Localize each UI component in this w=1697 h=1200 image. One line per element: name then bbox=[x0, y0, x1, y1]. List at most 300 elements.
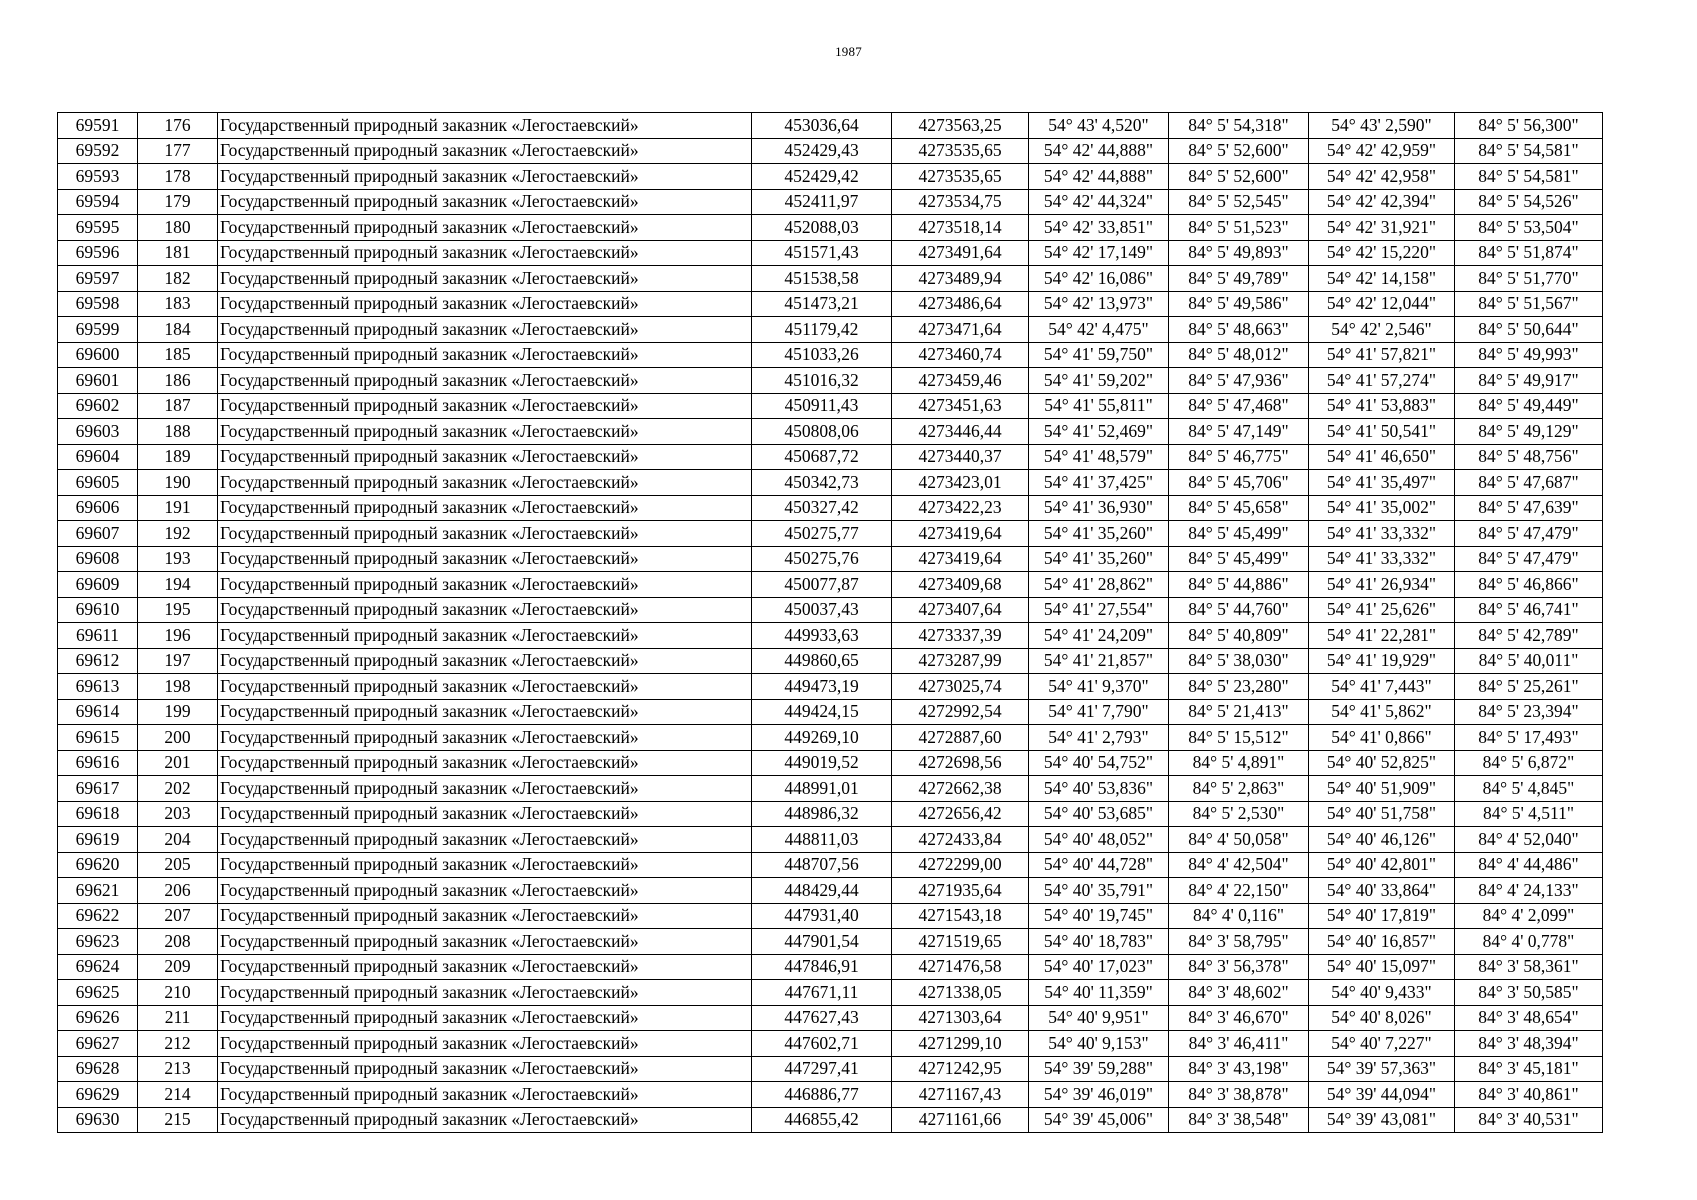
y-coordinate-cell: 4271161,66 bbox=[892, 1107, 1029, 1133]
y-coordinate-cell: 4273460,74 bbox=[892, 342, 1029, 368]
point-number-cell: 188 bbox=[138, 419, 218, 445]
y-coordinate-cell: 4273423,01 bbox=[892, 470, 1029, 496]
y-coordinate-cell: 4273419,64 bbox=[892, 546, 1029, 572]
x-coordinate-cell: 449424,15 bbox=[752, 699, 892, 725]
longitude-1-cell: 84° 5' 45,658" bbox=[1169, 495, 1309, 521]
zone-name-cell: Государственный природный заказник «Легостаевский» bbox=[218, 699, 752, 725]
x-coordinate-cell: 447846,91 bbox=[752, 954, 892, 980]
latitude-1-cell: 54° 40' 9,153" bbox=[1029, 1031, 1169, 1057]
x-coordinate-cell: 451571,43 bbox=[752, 240, 892, 266]
y-coordinate-cell: 4273535,65 bbox=[892, 138, 1029, 164]
longitude-1-cell: 84° 3' 56,378" bbox=[1169, 954, 1309, 980]
x-coordinate-cell: 449473,19 bbox=[752, 674, 892, 700]
longitude-1-cell: 84° 3' 48,602" bbox=[1169, 980, 1309, 1006]
point-number-cell: 178 bbox=[138, 164, 218, 190]
record-number-cell: 69619 bbox=[58, 827, 138, 853]
zone-name-cell: Государственный природный заказник «Легостаевский» bbox=[218, 1031, 752, 1057]
zone-name-cell: Государственный природный заказник «Легостаевский» bbox=[218, 725, 752, 751]
longitude-2-cell: 84° 3' 48,394" bbox=[1455, 1031, 1603, 1057]
x-coordinate-cell: 452429,43 bbox=[752, 138, 892, 164]
record-number-cell: 69606 bbox=[58, 495, 138, 521]
longitude-1-cell: 84° 4' 50,058" bbox=[1169, 827, 1309, 853]
longitude-1-cell: 84° 5' 40,809" bbox=[1169, 623, 1309, 649]
latitude-1-cell: 54° 42' 4,475" bbox=[1029, 317, 1169, 343]
point-number-cell: 191 bbox=[138, 495, 218, 521]
y-coordinate-cell: 4272656,42 bbox=[892, 801, 1029, 827]
longitude-2-cell: 84° 3' 48,654" bbox=[1455, 1005, 1603, 1031]
longitude-2-cell: 84° 5' 23,394" bbox=[1455, 699, 1603, 725]
record-number-cell: 69625 bbox=[58, 980, 138, 1006]
latitude-2-cell: 54° 40' 51,758" bbox=[1309, 801, 1455, 827]
longitude-2-cell: 84° 5' 47,479" bbox=[1455, 546, 1603, 572]
longitude-1-cell: 84° 5' 48,012" bbox=[1169, 342, 1309, 368]
latitude-2-cell: 54° 41' 50,541" bbox=[1309, 419, 1455, 445]
zone-name-cell: Государственный природный заказник «Легостаевский» bbox=[218, 291, 752, 317]
table-row bbox=[58, 597, 1603, 623]
longitude-1-cell: 84° 5' 54,318" bbox=[1169, 113, 1309, 139]
latitude-1-cell: 54° 40' 18,783" bbox=[1029, 929, 1169, 955]
record-number-cell: 69623 bbox=[58, 929, 138, 955]
longitude-2-cell: 84° 4' 24,133" bbox=[1455, 878, 1603, 904]
x-coordinate-cell: 449933,63 bbox=[752, 623, 892, 649]
record-number-cell: 69591 bbox=[58, 113, 138, 139]
longitude-1-cell: 84° 3' 46,411" bbox=[1169, 1031, 1309, 1057]
x-coordinate-cell: 447901,54 bbox=[752, 929, 892, 955]
latitude-2-cell: 54° 40' 16,857" bbox=[1309, 929, 1455, 955]
latitude-2-cell: 54° 40' 33,864" bbox=[1309, 878, 1455, 904]
longitude-2-cell: 84° 3' 50,585" bbox=[1455, 980, 1603, 1006]
longitude-1-cell: 84° 5' 46,775" bbox=[1169, 444, 1309, 470]
longitude-2-cell: 84° 4' 52,040" bbox=[1455, 827, 1603, 853]
zone-name-cell: Государственный природный заказник «Легостаевский» bbox=[218, 164, 752, 190]
latitude-1-cell: 54° 42' 44,324" bbox=[1029, 189, 1169, 215]
longitude-1-cell: 84° 5' 48,663" bbox=[1169, 317, 1309, 343]
record-number-cell: 69612 bbox=[58, 648, 138, 674]
record-number-cell: 69607 bbox=[58, 521, 138, 547]
longitude-2-cell: 84° 5' 49,129" bbox=[1455, 419, 1603, 445]
table-row bbox=[58, 393, 1603, 419]
x-coordinate-cell: 451473,21 bbox=[752, 291, 892, 317]
record-number-cell: 69592 bbox=[58, 138, 138, 164]
longitude-2-cell: 84° 5' 49,449" bbox=[1455, 393, 1603, 419]
latitude-1-cell: 54° 41' 52,469" bbox=[1029, 419, 1169, 445]
latitude-1-cell: 54° 41' 59,202" bbox=[1029, 368, 1169, 394]
x-coordinate-cell: 452088,03 bbox=[752, 215, 892, 241]
point-number-cell: 184 bbox=[138, 317, 218, 343]
zone-name-cell: Государственный природный заказник «Легостаевский» bbox=[218, 444, 752, 470]
zone-name-cell: Государственный природный заказник «Легостаевский» bbox=[218, 572, 752, 598]
point-number-cell: 193 bbox=[138, 546, 218, 572]
table-row bbox=[58, 1056, 1603, 1082]
y-coordinate-cell: 4273471,64 bbox=[892, 317, 1029, 343]
y-coordinate-cell: 4273446,44 bbox=[892, 419, 1029, 445]
x-coordinate-cell: 450342,73 bbox=[752, 470, 892, 496]
record-number-cell: 69622 bbox=[58, 903, 138, 929]
table-row bbox=[58, 470, 1603, 496]
y-coordinate-cell: 4273409,68 bbox=[892, 572, 1029, 598]
latitude-2-cell: 54° 41' 7,443" bbox=[1309, 674, 1455, 700]
y-coordinate-cell: 4273563,25 bbox=[892, 113, 1029, 139]
zone-name-cell: Государственный природный заказник «Легостаевский» bbox=[218, 750, 752, 776]
table-row bbox=[58, 878, 1603, 904]
longitude-1-cell: 84° 5' 52,545" bbox=[1169, 189, 1309, 215]
table-row bbox=[58, 572, 1603, 598]
record-number-cell: 69595 bbox=[58, 215, 138, 241]
longitude-2-cell: 84° 3' 58,361" bbox=[1455, 954, 1603, 980]
longitude-1-cell: 84° 5' 52,600" bbox=[1169, 138, 1309, 164]
longitude-2-cell: 84° 3' 40,531" bbox=[1455, 1107, 1603, 1133]
zone-name-cell: Государственный природный заказник «Легостаевский» bbox=[218, 648, 752, 674]
latitude-1-cell: 54° 41' 48,579" bbox=[1029, 444, 1169, 470]
point-number-cell: 212 bbox=[138, 1031, 218, 1057]
longitude-2-cell: 84° 5' 47,639" bbox=[1455, 495, 1603, 521]
latitude-1-cell: 54° 41' 28,862" bbox=[1029, 572, 1169, 598]
table-row bbox=[58, 164, 1603, 190]
x-coordinate-cell: 453036,64 bbox=[752, 113, 892, 139]
zone-name-cell: Государственный природный заказник «Легостаевский» bbox=[218, 852, 752, 878]
record-number-cell: 69604 bbox=[58, 444, 138, 470]
y-coordinate-cell: 4273419,64 bbox=[892, 521, 1029, 547]
point-number-cell: 200 bbox=[138, 725, 218, 751]
x-coordinate-cell: 449019,52 bbox=[752, 750, 892, 776]
longitude-1-cell: 84° 5' 49,586" bbox=[1169, 291, 1309, 317]
latitude-2-cell: 54° 42' 2,546" bbox=[1309, 317, 1455, 343]
zone-name-cell: Государственный природный заказник «Легостаевский» bbox=[218, 470, 752, 496]
record-number-cell: 69614 bbox=[58, 699, 138, 725]
zone-name-cell: Государственный природный заказник «Легостаевский» bbox=[218, 521, 752, 547]
y-coordinate-cell: 4271338,05 bbox=[892, 980, 1029, 1006]
latitude-1-cell: 54° 39' 45,006" bbox=[1029, 1107, 1169, 1133]
point-number-cell: 197 bbox=[138, 648, 218, 674]
y-coordinate-cell: 4272433,84 bbox=[892, 827, 1029, 853]
latitude-1-cell: 54° 42' 13,973" bbox=[1029, 291, 1169, 317]
longitude-1-cell: 84° 5' 2,530" bbox=[1169, 801, 1309, 827]
latitude-2-cell: 54° 41' 25,626" bbox=[1309, 597, 1455, 623]
latitude-2-cell: 54° 40' 8,026" bbox=[1309, 1005, 1455, 1031]
record-number-cell: 69600 bbox=[58, 342, 138, 368]
latitude-1-cell: 54° 41' 36,930" bbox=[1029, 495, 1169, 521]
point-number-cell: 190 bbox=[138, 470, 218, 496]
longitude-1-cell: 84° 5' 52,600" bbox=[1169, 164, 1309, 190]
y-coordinate-cell: 4273534,75 bbox=[892, 189, 1029, 215]
latitude-2-cell: 54° 41' 22,281" bbox=[1309, 623, 1455, 649]
latitude-2-cell: 54° 41' 26,934" bbox=[1309, 572, 1455, 598]
latitude-1-cell: 54° 41' 37,425" bbox=[1029, 470, 1169, 496]
record-number-cell: 69608 bbox=[58, 546, 138, 572]
latitude-2-cell: 54° 41' 33,332" bbox=[1309, 521, 1455, 547]
x-coordinate-cell: 450911,43 bbox=[752, 393, 892, 419]
zone-name-cell: Государственный природный заказник «Легостаевский» bbox=[218, 546, 752, 572]
y-coordinate-cell: 4271303,64 bbox=[892, 1005, 1029, 1031]
y-coordinate-cell: 4271543,18 bbox=[892, 903, 1029, 929]
latitude-1-cell: 54° 39' 59,288" bbox=[1029, 1056, 1169, 1082]
x-coordinate-cell: 450327,42 bbox=[752, 495, 892, 521]
x-coordinate-cell: 450808,06 bbox=[752, 419, 892, 445]
longitude-1-cell: 84° 5' 45,499" bbox=[1169, 521, 1309, 547]
longitude-1-cell: 84° 5' 49,893" bbox=[1169, 240, 1309, 266]
longitude-2-cell: 84° 5' 54,581" bbox=[1455, 164, 1603, 190]
point-number-cell: 215 bbox=[138, 1107, 218, 1133]
y-coordinate-cell: 4271242,95 bbox=[892, 1056, 1029, 1082]
table-row bbox=[58, 980, 1603, 1006]
x-coordinate-cell: 450687,72 bbox=[752, 444, 892, 470]
table-row bbox=[58, 240, 1603, 266]
record-number-cell: 69596 bbox=[58, 240, 138, 266]
record-number-cell: 69626 bbox=[58, 1005, 138, 1031]
y-coordinate-cell: 4273459,46 bbox=[892, 368, 1029, 394]
latitude-2-cell: 54° 43' 2,590" bbox=[1309, 113, 1455, 139]
y-coordinate-cell: 4273407,64 bbox=[892, 597, 1029, 623]
latitude-1-cell: 54° 41' 9,370" bbox=[1029, 674, 1169, 700]
record-number-cell: 69617 bbox=[58, 776, 138, 802]
longitude-2-cell: 84° 5' 46,741" bbox=[1455, 597, 1603, 623]
y-coordinate-cell: 4273535,65 bbox=[892, 164, 1029, 190]
longitude-1-cell: 84° 5' 47,468" bbox=[1169, 393, 1309, 419]
x-coordinate-cell: 447297,41 bbox=[752, 1056, 892, 1082]
longitude-1-cell: 84° 5' 47,149" bbox=[1169, 419, 1309, 445]
record-number-cell: 69613 bbox=[58, 674, 138, 700]
latitude-2-cell: 54° 42' 14,158" bbox=[1309, 266, 1455, 292]
record-number-cell: 69624 bbox=[58, 954, 138, 980]
latitude-2-cell: 54° 40' 17,819" bbox=[1309, 903, 1455, 929]
longitude-1-cell: 84° 3' 58,795" bbox=[1169, 929, 1309, 955]
y-coordinate-cell: 4273489,94 bbox=[892, 266, 1029, 292]
zone-name-cell: Государственный природный заказник «Легостаевский» bbox=[218, 776, 752, 802]
point-number-cell: 182 bbox=[138, 266, 218, 292]
latitude-1-cell: 54° 41' 35,260" bbox=[1029, 546, 1169, 572]
record-number-cell: 69603 bbox=[58, 419, 138, 445]
record-number-cell: 69598 bbox=[58, 291, 138, 317]
longitude-2-cell: 84° 5' 51,770" bbox=[1455, 266, 1603, 292]
point-number-cell: 207 bbox=[138, 903, 218, 929]
x-coordinate-cell: 447671,11 bbox=[752, 980, 892, 1006]
longitude-1-cell: 84° 5' 45,499" bbox=[1169, 546, 1309, 572]
y-coordinate-cell: 4272299,00 bbox=[892, 852, 1029, 878]
x-coordinate-cell: 448707,56 bbox=[752, 852, 892, 878]
longitude-2-cell: 84° 5' 4,511" bbox=[1455, 801, 1603, 827]
table-row bbox=[58, 801, 1603, 827]
record-number-cell: 69628 bbox=[58, 1056, 138, 1082]
table-row bbox=[58, 725, 1603, 751]
latitude-2-cell: 54° 41' 35,002" bbox=[1309, 495, 1455, 521]
y-coordinate-cell: 4273025,74 bbox=[892, 674, 1029, 700]
latitude-2-cell: 54° 41' 0,866" bbox=[1309, 725, 1455, 751]
longitude-1-cell: 84° 5' 47,936" bbox=[1169, 368, 1309, 394]
record-number-cell: 69599 bbox=[58, 317, 138, 343]
longitude-1-cell: 84° 3' 38,548" bbox=[1169, 1107, 1309, 1133]
zone-name-cell: Государственный природный заказник «Легостаевский» bbox=[218, 240, 752, 266]
page-number: 1987 bbox=[835, 44, 862, 59]
longitude-2-cell: 84° 5' 47,687" bbox=[1455, 470, 1603, 496]
table-row bbox=[58, 674, 1603, 700]
table-body bbox=[58, 113, 1603, 1133]
record-number-cell: 69597 bbox=[58, 266, 138, 292]
latitude-2-cell: 54° 42' 42,959" bbox=[1309, 138, 1455, 164]
record-number-cell: 69630 bbox=[58, 1107, 138, 1133]
record-number-cell: 69601 bbox=[58, 368, 138, 394]
latitude-2-cell: 54° 39' 44,094" bbox=[1309, 1082, 1455, 1108]
x-coordinate-cell: 447627,43 bbox=[752, 1005, 892, 1031]
latitude-2-cell: 54° 42' 42,958" bbox=[1309, 164, 1455, 190]
y-coordinate-cell: 4271519,65 bbox=[892, 929, 1029, 955]
x-coordinate-cell: 447931,40 bbox=[752, 903, 892, 929]
latitude-2-cell: 54° 41' 35,497" bbox=[1309, 470, 1455, 496]
latitude-1-cell: 54° 41' 55,811" bbox=[1029, 393, 1169, 419]
point-number-cell: 201 bbox=[138, 750, 218, 776]
x-coordinate-cell: 449269,10 bbox=[752, 725, 892, 751]
point-number-cell: 199 bbox=[138, 699, 218, 725]
latitude-2-cell: 54° 41' 57,274" bbox=[1309, 368, 1455, 394]
point-number-cell: 187 bbox=[138, 393, 218, 419]
latitude-2-cell: 54° 41' 33,332" bbox=[1309, 546, 1455, 572]
longitude-2-cell: 84° 5' 47,479" bbox=[1455, 521, 1603, 547]
longitude-1-cell: 84° 3' 46,670" bbox=[1169, 1005, 1309, 1031]
longitude-1-cell: 84° 5' 44,760" bbox=[1169, 597, 1309, 623]
point-number-cell: 210 bbox=[138, 980, 218, 1006]
record-number-cell: 69618 bbox=[58, 801, 138, 827]
x-coordinate-cell: 448811,03 bbox=[752, 827, 892, 853]
longitude-1-cell: 84° 5' 44,886" bbox=[1169, 572, 1309, 598]
longitude-1-cell: 84° 5' 2,863" bbox=[1169, 776, 1309, 802]
longitude-2-cell: 84° 5' 4,845" bbox=[1455, 776, 1603, 802]
latitude-2-cell: 54° 41' 19,929" bbox=[1309, 648, 1455, 674]
y-coordinate-cell: 4273491,64 bbox=[892, 240, 1029, 266]
table-row bbox=[58, 903, 1603, 929]
point-number-cell: 196 bbox=[138, 623, 218, 649]
point-number-cell: 206 bbox=[138, 878, 218, 904]
zone-name-cell: Государственный природный заказник «Легостаевский» bbox=[218, 368, 752, 394]
longitude-2-cell: 84° 5' 54,526" bbox=[1455, 189, 1603, 215]
x-coordinate-cell: 450037,43 bbox=[752, 597, 892, 623]
zone-name-cell: Государственный природный заказник «Легостаевский» bbox=[218, 623, 752, 649]
record-number-cell: 69605 bbox=[58, 470, 138, 496]
latitude-2-cell: 54° 40' 52,825" bbox=[1309, 750, 1455, 776]
point-number-cell: 179 bbox=[138, 189, 218, 215]
longitude-2-cell: 84° 3' 45,181" bbox=[1455, 1056, 1603, 1082]
latitude-2-cell: 54° 41' 5,862" bbox=[1309, 699, 1455, 725]
latitude-1-cell: 54° 41' 59,750" bbox=[1029, 342, 1169, 368]
record-number-cell: 69629 bbox=[58, 1082, 138, 1108]
zone-name-cell: Государственный природный заказник «Легостаевский» bbox=[218, 674, 752, 700]
table-row bbox=[58, 138, 1603, 164]
latitude-1-cell: 54° 41' 24,209" bbox=[1029, 623, 1169, 649]
latitude-1-cell: 54° 42' 17,149" bbox=[1029, 240, 1169, 266]
point-number-cell: 176 bbox=[138, 113, 218, 139]
latitude-2-cell: 54° 41' 46,650" bbox=[1309, 444, 1455, 470]
latitude-1-cell: 54° 40' 48,052" bbox=[1029, 827, 1169, 853]
zone-name-cell: Государственный природный заказник «Легостаевский» bbox=[218, 801, 752, 827]
zone-name-cell: Государственный природный заказник «Легостаевский» bbox=[218, 903, 752, 929]
latitude-1-cell: 54° 41' 21,857" bbox=[1029, 648, 1169, 674]
latitude-1-cell: 54° 42' 16,086" bbox=[1029, 266, 1169, 292]
latitude-1-cell: 54° 40' 44,728" bbox=[1029, 852, 1169, 878]
table-row bbox=[58, 419, 1603, 445]
table-row bbox=[58, 1031, 1603, 1057]
point-number-cell: 214 bbox=[138, 1082, 218, 1108]
y-coordinate-cell: 4272662,38 bbox=[892, 776, 1029, 802]
latitude-1-cell: 54° 40' 53,836" bbox=[1029, 776, 1169, 802]
zone-name-cell: Государственный природный заказник «Легостаевский» bbox=[218, 189, 752, 215]
longitude-2-cell: 84° 5' 42,789" bbox=[1455, 623, 1603, 649]
table-row bbox=[58, 929, 1603, 955]
latitude-2-cell: 54° 40' 46,126" bbox=[1309, 827, 1455, 853]
point-number-cell: 180 bbox=[138, 215, 218, 241]
longitude-1-cell: 84° 5' 38,030" bbox=[1169, 648, 1309, 674]
latitude-2-cell: 54° 42' 31,921" bbox=[1309, 215, 1455, 241]
longitude-1-cell: 84° 5' 49,789" bbox=[1169, 266, 1309, 292]
longitude-2-cell: 84° 5' 49,993" bbox=[1455, 342, 1603, 368]
latitude-1-cell: 54° 42' 33,851" bbox=[1029, 215, 1169, 241]
x-coordinate-cell: 448991,01 bbox=[752, 776, 892, 802]
zone-name-cell: Государственный природный заказник «Легостаевский» bbox=[218, 215, 752, 241]
table-row bbox=[58, 546, 1603, 572]
record-number-cell: 69620 bbox=[58, 852, 138, 878]
longitude-2-cell: 84° 5' 6,872" bbox=[1455, 750, 1603, 776]
latitude-2-cell: 54° 40' 51,909" bbox=[1309, 776, 1455, 802]
record-number-cell: 69594 bbox=[58, 189, 138, 215]
longitude-1-cell: 84° 5' 45,706" bbox=[1169, 470, 1309, 496]
point-number-cell: 204 bbox=[138, 827, 218, 853]
x-coordinate-cell: 446855,42 bbox=[752, 1107, 892, 1133]
y-coordinate-cell: 4273422,23 bbox=[892, 495, 1029, 521]
y-coordinate-cell: 4271476,58 bbox=[892, 954, 1029, 980]
zone-name-cell: Государственный природный заказник «Легостаевский» bbox=[218, 342, 752, 368]
latitude-2-cell: 54° 39' 43,081" bbox=[1309, 1107, 1455, 1133]
record-number-cell: 69616 bbox=[58, 750, 138, 776]
longitude-2-cell: 84° 5' 48,756" bbox=[1455, 444, 1603, 470]
x-coordinate-cell: 451033,26 bbox=[752, 342, 892, 368]
latitude-2-cell: 54° 42' 42,394" bbox=[1309, 189, 1455, 215]
point-number-cell: 194 bbox=[138, 572, 218, 598]
latitude-1-cell: 54° 41' 35,260" bbox=[1029, 521, 1169, 547]
x-coordinate-cell: 450077,87 bbox=[752, 572, 892, 598]
y-coordinate-cell: 4271299,10 bbox=[892, 1031, 1029, 1057]
x-coordinate-cell: 450275,76 bbox=[752, 546, 892, 572]
zone-name-cell: Государственный природный заказник «Легостаевский» bbox=[218, 980, 752, 1006]
zone-name-cell: Государственный природный заказник «Легостаевский» bbox=[218, 827, 752, 853]
table-row bbox=[58, 1082, 1603, 1108]
table-row bbox=[58, 368, 1603, 394]
table-row bbox=[58, 317, 1603, 343]
latitude-1-cell: 54° 40' 9,951" bbox=[1029, 1005, 1169, 1031]
point-number-cell: 183 bbox=[138, 291, 218, 317]
x-coordinate-cell: 448986,32 bbox=[752, 801, 892, 827]
record-number-cell: 69602 bbox=[58, 393, 138, 419]
table-row bbox=[58, 444, 1603, 470]
point-number-cell: 213 bbox=[138, 1056, 218, 1082]
y-coordinate-cell: 4272887,60 bbox=[892, 725, 1029, 751]
longitude-2-cell: 84° 5' 51,874" bbox=[1455, 240, 1603, 266]
latitude-2-cell: 54° 40' 15,097" bbox=[1309, 954, 1455, 980]
zone-name-cell: Государственный природный заказник «Легостаевский» bbox=[218, 929, 752, 955]
y-coordinate-cell: 4273451,63 bbox=[892, 393, 1029, 419]
table-row bbox=[58, 776, 1603, 802]
longitude-2-cell: 84° 3' 40,861" bbox=[1455, 1082, 1603, 1108]
zone-name-cell: Государственный природный заказник «Легостаевский» bbox=[218, 266, 752, 292]
zone-name-cell: Государственный природный заказник «Легостаевский» bbox=[218, 878, 752, 904]
latitude-2-cell: 54° 42' 15,220" bbox=[1309, 240, 1455, 266]
zone-name-cell: Государственный природный заказник «Легостаевский» bbox=[218, 393, 752, 419]
zone-name-cell: Государственный природный заказник «Легостаевский» bbox=[218, 1056, 752, 1082]
zone-name-cell: Государственный природный заказник «Легостаевский» bbox=[218, 138, 752, 164]
record-number-cell: 69615 bbox=[58, 725, 138, 751]
table-row bbox=[58, 852, 1603, 878]
longitude-1-cell: 84° 4' 22,150" bbox=[1169, 878, 1309, 904]
point-number-cell: 203 bbox=[138, 801, 218, 827]
longitude-1-cell: 84° 5' 15,512" bbox=[1169, 725, 1309, 751]
latitude-2-cell: 54° 41' 53,883" bbox=[1309, 393, 1455, 419]
record-number-cell: 69593 bbox=[58, 164, 138, 190]
